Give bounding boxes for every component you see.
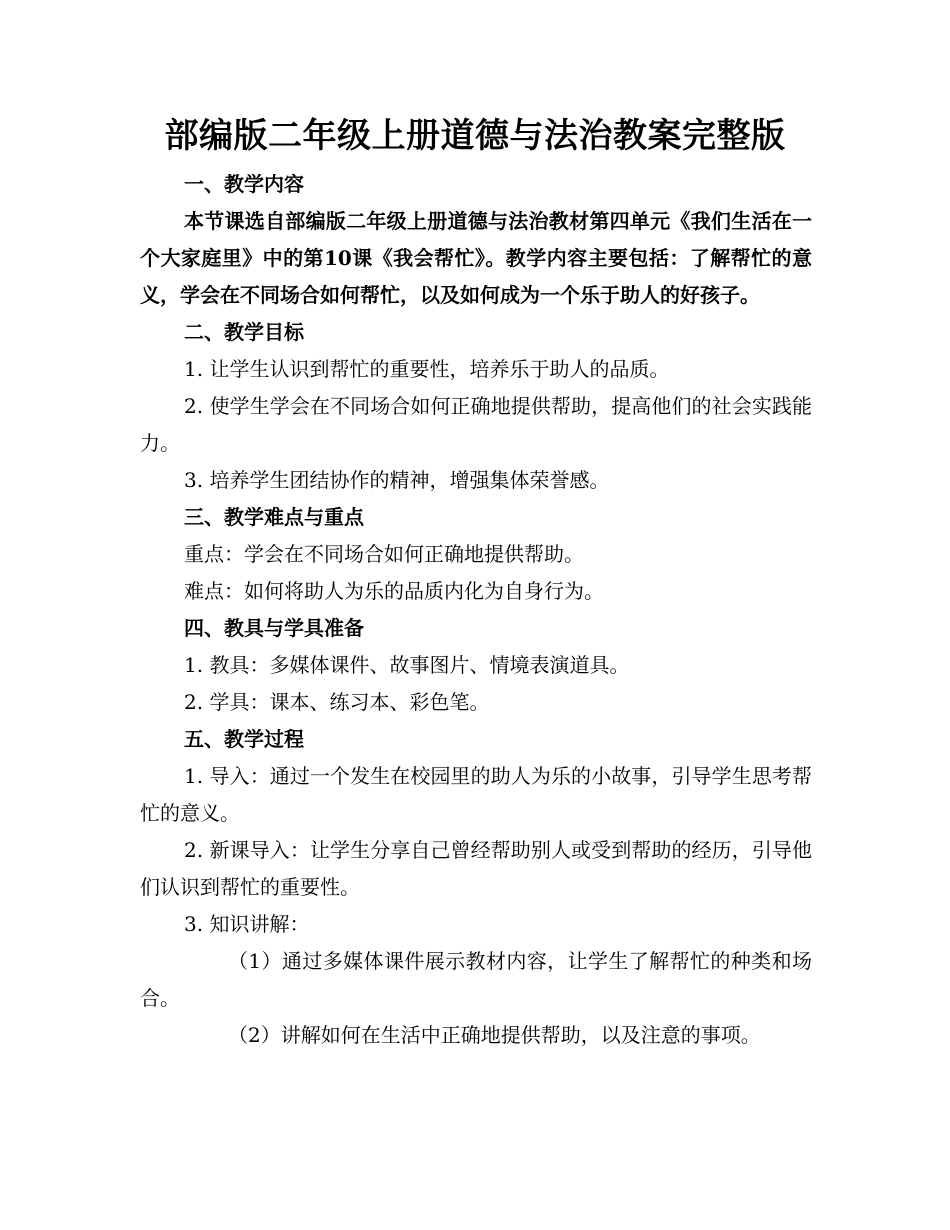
process-subitem-2: （2）讲解如何在生活中正确地提供帮助，以及注意的事项。: [228, 1023, 761, 1047]
section-heading-materials: 四、教具与学具准备: [184, 616, 364, 640]
section-heading-content: 一、教学内容: [184, 172, 304, 196]
section-heading-objectives: 二、教学目标: [184, 320, 304, 344]
process-item-2: 2. 新课导入：让学生分享自己曾经帮助别人或受到帮助的经历，引导他们认识到帮忙的重要性。: [140, 838, 812, 899]
section-heading-process: 五、教学过程: [184, 727, 304, 751]
process-item-1: 1. 导入：通过一个发生在校园里的助人为乐的小故事，引导学生思考帮忙的意义。: [140, 764, 812, 825]
materials-item-1: 1. 教具：多媒体课件、故事图片、情境表演道具。: [184, 653, 630, 677]
key-point-text: 重点：学会在不同场合如何正确地提供帮助。: [184, 542, 584, 566]
materials-item-2: 2. 学具：课本、练习本、彩色笔。: [184, 690, 490, 714]
objective-item-3: 3. 培养学生团结协作的精神，增强集体荣誉感。: [184, 468, 610, 492]
content-paragraph: 本节课选自部编版二年级上册道德与法治教材第四单元《我们生活在一个大家庭里》中的第10课《我会帮忙》。教学内容主要包括：了解帮忙的意义，学会在不同场合如何帮忙，以及如何成为一个乐于助人的好孩子。: [140, 209, 812, 307]
difficulty-text: 难点：如何将助人为乐的品质内化为自身行为。: [184, 579, 604, 603]
section-heading-key-points: 三、教学难点与重点: [184, 505, 364, 529]
document-body: [140, 166, 812, 1054]
process-subitem-1: （1）通过多媒体课件展示教材内容，让学生了解帮忙的种类和场合。: [140, 949, 812, 1010]
objective-item-1: 1. 让学生认识到帮忙的重要性，培养乐于助人的品质。: [184, 357, 670, 381]
objective-item-2: 2. 使学生学会在不同场合如何正确地提供帮助，提高他们的社会实践能力。: [140, 394, 812, 455]
document-title: 部编版二年级上册道德与法治教案完整版: [164, 116, 786, 156]
process-item-3: 3. 知识讲解：: [184, 912, 310, 936]
